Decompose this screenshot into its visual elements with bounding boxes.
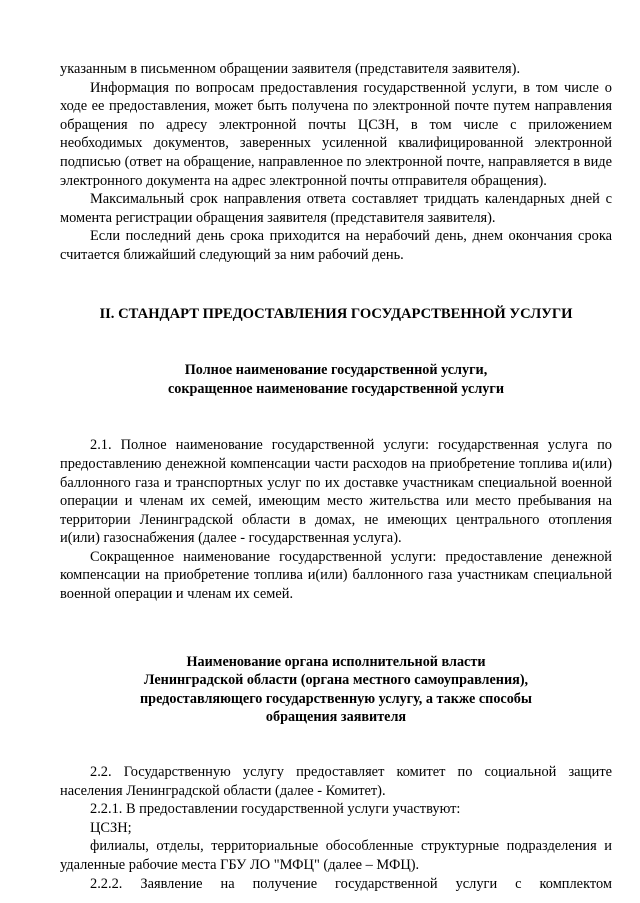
subheading-authority <box>60 653 612 727</box>
paragraph-2-2-2: 2.2.2. Заявление на получение государственной услуги с комплектом <box>90 875 612 892</box>
subheading-line: предоставляющего государственную услугу, а также способы <box>140 690 532 707</box>
subheading-line: обращения заявителя <box>265 709 407 726</box>
paragraph-short-name: Сокращенное наименование государственной услуги: предоставление денежной компенсации на приобретение топлива и(или) баллонного газа участникам специальной военной операции и членам их семей. <box>60 548 612 603</box>
subheading-line: Полное наименование государственной услуги, <box>184 362 488 379</box>
subheading-line: Наименование органа исполнительной власти <box>186 653 486 670</box>
intro-paragraph-4: Если последний день срока приходится на нерабочий день, днем окончания срока считается ближайший следующий за ним рабочий день. <box>60 228 612 263</box>
subheading-full-name <box>60 361 612 398</box>
paragraph-branches: филиалы, отделы, территориальные обособленные структурные подразделения и удаленные рабочие места ГБУ ЛО "МФЦ" (далее – МФЦ). <box>60 838 612 873</box>
section-heading: II. СТАНДАРТ ПРЕДОСТАВЛЕНИЯ ГОСУДАРСТВЕННОЙ УСЛУГИ <box>99 305 573 322</box>
paragraph-2-1: 2.1. Полное наименование государственной услуги: государственная услуга по предоставлению денежной компенсации части расходов на приобретение топлива и(или) баллонного газа и транспортных услуг по их доставке участникам специальной военной операции и членам их семей, имеющим место жительства или место пребывания на территории Ленинградской области в домах, не имеющих центрального отопления и(или) газоснабжения (далее - государственная услуга). <box>60 437 612 547</box>
intro-paragraph-3: Максимальный срок направления ответа составляет тридцать календарных дней с момента регистрации обращения заявителя (представителя заявителя). <box>60 191 612 226</box>
paragraph-2-2-1: 2.2.1. В предоставлении государственной услуги участвуют: <box>90 801 461 818</box>
intro-paragraph-2: Информация по вопросам предоставления государственной услуги, в том числе о ходе ее предоставления, может быть получена по электронной почте путем направления обращения по адресу электронной почты ЦСЗН, в том числе с приложением необходимых документов, заверенных усиленной квалифицированной электронной подписью (ответ на обращение, направленное по электронной почте, направляется в виде электронного документа на адрес электронной почты отправителя обращения). <box>60 79 612 189</box>
intro-paragraph-1: указанным в письменном обращении заявителя (представителя заявителя). <box>60 61 521 77</box>
paragraph-2-2: 2.2. Государственную услугу предоставляет комитет по социальной защите населения Ленинградской области (далее - Комитет). <box>60 764 612 799</box>
paragraph-cszn: ЦСЗН; <box>90 819 132 836</box>
subheading-line: сокращенное наименование государственной услуги <box>167 380 505 397</box>
subheading-line: Ленинградской области (органа местного самоуправления), <box>143 672 529 689</box>
document-page <box>60 60 612 893</box>
